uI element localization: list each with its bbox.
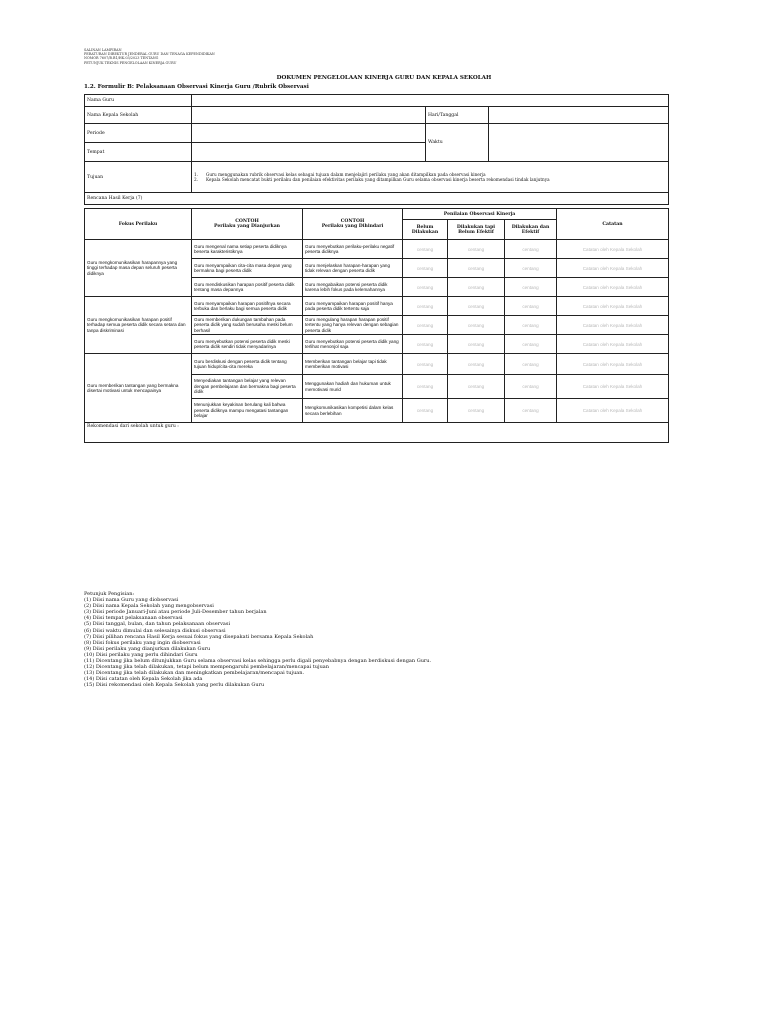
petunjuk-item: (5) Diisi tanggal, bulan, dan tahun pelaksanaan observasi xyxy=(84,621,231,628)
header-perilaku-dianjurkan: CONTOH Perilaku yang Dianjurkan xyxy=(192,209,303,240)
label-hari-tanggal: Hari/Tanggal xyxy=(426,107,489,124)
header-perilaku-dihindari: CONTOH Perilaku yang Dihindari xyxy=(303,209,403,240)
petunjuk-item: (14) Diisi catatan oleh Kepala Sekolah jika ada xyxy=(84,676,203,683)
checkbox-dilakukan-efektif[interactable]: centang xyxy=(505,354,557,375)
perilaku-dianjurkan-cell: Guru menyebutkan potensi peserta didik meski peserta didik sendiri tidak menyadarinya xyxy=(192,335,303,354)
form-title: 1.2. Formulir B: Pelaksanaan Observasi Kinerja Guru /Rubrik Observasi xyxy=(84,84,309,90)
checkbox-dilakukan-efektif[interactable]: centang xyxy=(505,399,557,423)
petunjuk-item: (10) Diisi perilaku yang perlu dihindari Guru xyxy=(84,651,198,658)
perilaku-dianjurkan-cell: Guru menyampaikan cita-cita masa depan yang bermakna bagi peserta didik xyxy=(192,259,303,278)
label-tempat: Tempat xyxy=(85,143,192,162)
petunjuk-item: (13) Dicentang jika telah dilakukan dan meningkatkan pembelajaran/mencapai tujuan. xyxy=(84,670,305,677)
petunjuk-item: (15) Diisi rekomendasi oleh Kepala Sekolah yang perlu dilakukan Guru xyxy=(84,682,265,689)
checkbox-belum-dilakukan[interactable]: centang xyxy=(403,278,448,297)
label-nama-kepala-sekolah: Nama Kepala Sekolah xyxy=(85,107,192,124)
perilaku-dihindari-cell: Guru mengabaikan potensi peserta didik karena lebih fokus pada kelemahannya xyxy=(303,278,403,297)
checkbox-dilakukan-belum-efektif[interactable]: centang xyxy=(448,316,505,335)
perilaku-dihindari-cell: Guru menyebutkan perilaku-perilaku negatif peserta didiknya xyxy=(303,240,403,259)
catatan-field[interactable]: Catatan oleh Kepala Sekolah xyxy=(557,375,669,399)
perilaku-dihindari-cell: Memberikan tantangan belajar tapi tidak memberikan motivasi xyxy=(303,354,403,375)
petunjuk-item: (11) Dicentang jika belum ditunjukkan Guru selama observasi kelas sehingga perlu digali penyebabnya dengan berdiskusi dengan Guru. xyxy=(84,658,432,665)
checkbox-dilakukan-efektif[interactable]: centang xyxy=(505,278,557,297)
catatan-field[interactable]: Catatan oleh Kepala Sekolah xyxy=(557,354,669,375)
tujuan-item: 1. Guru menggunakan rubrik observasi kelas sebagai tujuan dalam menjelajiri perilaku yang akan ditampilkan pada observasi kinerja xyxy=(194,172,486,177)
document-title: DOKUMEN PENGELOLAAN KINERJA GURU DAN KEPALA SEKOLAH xyxy=(276,75,492,81)
rubric-table xyxy=(84,208,669,443)
perilaku-dianjurkan-cell: Menunjukkan keyakinan berulang kali bahwa peserta didiknya mampu mengatasi tantangan belajar xyxy=(192,399,303,423)
perilaku-dihindari-cell: Guru menyampaikan harapan positif hanya pada peserta didik tertentu saja xyxy=(303,297,403,316)
field-periode[interactable] xyxy=(192,124,426,143)
rekomendasi-label: Rekomendasi dari sekolah untuk guru : xyxy=(87,424,179,429)
petunjuk-item: (6) Diisi waktu dimulai dan selesainya diskusi observasi xyxy=(84,627,226,634)
petunjuk-item: (9) Diisi perilaku yang dianjurkan dilakukan Guru xyxy=(84,645,211,652)
perilaku-dianjurkan-cell: Guru mendiskusikan harapan positif peserta didik tentang masa depannya xyxy=(192,278,303,297)
petunjuk-item: (4) Diisi tempat pelaksanaan observasi xyxy=(84,615,183,622)
checkbox-dilakukan-belum-efektif[interactable]: centang xyxy=(448,259,505,278)
checkbox-belum-dilakukan[interactable]: centang xyxy=(403,240,448,259)
checkbox-belum-dilakukan[interactable]: centang xyxy=(403,354,448,375)
info-table xyxy=(84,94,669,205)
label-tujuan: Tujuan xyxy=(85,162,192,193)
header-catatan: Catatan xyxy=(557,209,669,240)
petunjuk-title: Petunjuk Pengisian: xyxy=(84,591,135,597)
perilaku-dihindari-cell: Menggunakan hadiah dan hukuman untuk memotivasi murid xyxy=(303,375,403,399)
label-nama-guru: Nama Guru xyxy=(85,95,192,107)
field-waktu[interactable] xyxy=(489,124,669,162)
petunjuk-item: (12) Dicentang jika telah dilakukan, tetapi belum mempengaruhi pembelajaran/mencapai tujuan xyxy=(84,664,329,671)
catatan-field[interactable]: Catatan oleh Kepala Sekolah xyxy=(557,259,669,278)
checkbox-dilakukan-belum-efektif[interactable]: centang xyxy=(448,240,505,259)
table-row xyxy=(85,240,669,259)
label-rencana-hasil-kerja: Rencana Hasil Kerja (7) xyxy=(85,193,669,205)
checkbox-dilakukan-efektif[interactable]: centang xyxy=(505,297,557,316)
perilaku-dihindari-cell: Guru menyebutkan potensi peserta didik yang terlihat menonjol saja xyxy=(303,335,403,354)
rekomendasi-field[interactable] xyxy=(85,423,669,443)
header-line: PERATURAN DIREKTUR JENDERAL GURU DAN TENAGA KEPENDIDIKAN xyxy=(84,52,215,57)
checkbox-belum-dilakukan[interactable]: centang xyxy=(403,259,448,278)
checkbox-dilakukan-belum-efektif[interactable]: centang xyxy=(448,354,505,375)
header-dilakukan-efektif: Dilakukan dan Efektif xyxy=(505,220,557,240)
petunjuk-item: (1) Diisi nama Guru yang diobservasi xyxy=(84,597,179,604)
header-belum-dilakukan: Belum Dilakukan xyxy=(403,220,448,240)
checkbox-belum-dilakukan[interactable]: centang xyxy=(403,335,448,354)
petunjuk-item: (3) Diisi periode Januari-Juni atau periode Juli-Desember tahun berjalan xyxy=(84,609,267,616)
fokus-cell: Guru mengkomunikasikan harapan positif terhadap semua peserta didik secara setara dan tanpa diskriminasi xyxy=(85,297,192,354)
header-penilaian-observasi: Penilaian Observasi Kinerja xyxy=(403,209,557,220)
checkbox-dilakukan-efektif[interactable]: centang xyxy=(505,375,557,399)
field-tempat[interactable] xyxy=(192,143,426,162)
fokus-cell: Guru memberikan tantangan yang bermakna disertai motivasi untuk mencapainya xyxy=(85,354,192,423)
perilaku-dianjurkan-cell: Guru mengenal nama setiap peserta didiknya beserta karakteristiknya xyxy=(192,240,303,259)
header-line: NOMOR 7607/B.B1/HK.03/2023 TENTANG xyxy=(84,56,159,61)
label-waktu: Waktu xyxy=(426,124,489,162)
petunjuk-pengisian xyxy=(84,591,431,689)
checkbox-dilakukan-belum-efektif[interactable]: centang xyxy=(448,335,505,354)
catatan-field[interactable]: Catatan oleh Kepala Sekolah xyxy=(557,316,669,335)
checkbox-dilakukan-belum-efektif[interactable]: centang xyxy=(448,399,505,423)
checkbox-belum-dilakukan[interactable]: centang xyxy=(403,375,448,399)
tujuan-item: 2. Kepala Sekolah mencatat bukti perilaku dan penilaian efektivitas perilaku yang ditampilkan Guru selama observasi kinerja beserta rekomendasi tindak lanjutnya xyxy=(194,177,550,182)
checkbox-belum-dilakukan[interactable]: centang xyxy=(403,399,448,423)
petunjuk-item: (2) Diisi nama Kepala Sekolah yang mengobservasi xyxy=(84,603,214,610)
catatan-field[interactable]: Catatan oleh Kepala Sekolah xyxy=(557,240,669,259)
perilaku-dianjurkan-cell: Menyediakan tantangan belajar yang relevan dengan pembelajaran dan bermakna bagi peserta didik xyxy=(192,375,303,399)
catatan-field[interactable]: Catatan oleh Kepala Sekolah xyxy=(557,399,669,423)
checkbox-belum-dilakukan[interactable]: centang xyxy=(403,297,448,316)
table-row xyxy=(85,297,669,316)
checkbox-dilakukan-efektif[interactable]: centang xyxy=(505,259,557,278)
header-line: PETUNJUK TEKNIS PENGELOLAAN KINERJA GURU xyxy=(84,60,177,65)
checkbox-dilakukan-belum-efektif[interactable]: centang xyxy=(448,297,505,316)
fokus-cell: Guru mengkomunikasikan harapannya yang tinggi terhadap masa depan seluruh peserta didiknya xyxy=(85,240,192,297)
perilaku-dianjurkan-cell: Guru menyampaikan harapan positifnya secara terbuka dan berlaku bagi semua peserta didik xyxy=(192,297,303,316)
catatan-field[interactable]: Catatan oleh Kepala Sekolah xyxy=(557,278,669,297)
label-periode: Periode xyxy=(85,124,192,143)
petunjuk-item: (7) Diisi pilihan rencana Hasil Kerja sesuai fokus yang disepakati bersama Kepala Sekolah xyxy=(84,633,314,640)
field-hari-tanggal[interactable] xyxy=(489,107,669,124)
header-fokus-perilaku: Fokus Perilaku xyxy=(85,209,192,240)
field-nama-guru[interactable] xyxy=(192,95,669,107)
header-dilakukan-belum-efektif: Dilakukan tapi Belum Efektif xyxy=(448,220,505,240)
checkbox-dilakukan-belum-efektif[interactable]: centang xyxy=(448,278,505,297)
rekomendasi-row xyxy=(85,423,669,443)
catatan-field[interactable]: Catatan oleh Kepala Sekolah xyxy=(557,297,669,316)
checkbox-belum-dilakukan[interactable]: centang xyxy=(403,316,448,335)
checkbox-dilakukan-belum-efektif[interactable]: centang xyxy=(448,375,505,399)
perilaku-dianjurkan-cell: Guru berdiskusi dengan peserta didik tentang tujuan hidup/cita-cita mereka xyxy=(192,354,303,375)
catatan-field[interactable]: Catatan oleh Kepala Sekolah xyxy=(557,335,669,354)
petunjuk-item: (8) Diisi fokus perilaku yang ingin diobservasi xyxy=(84,639,201,646)
perilaku-dihindari-cell: Guru menjelaskan harapan-harapan yang tidak relevan dengan peserta didik xyxy=(303,259,403,278)
checkbox-dilakukan-efektif[interactable]: centang xyxy=(505,240,557,259)
perilaku-dihindari-cell: Mengkomunikasikan kompetisi dalam kelas secara berlebihan xyxy=(303,399,403,423)
field-nama-kepala-sekolah[interactable] xyxy=(192,107,426,124)
regulation-header xyxy=(84,48,215,65)
checkbox-dilakukan-efektif[interactable]: centang xyxy=(505,316,557,335)
header-line: SALINAN LAMPIRAN xyxy=(84,48,122,52)
tujuan-list xyxy=(194,172,666,182)
perilaku-dihindari-cell: Guru mengulang harapan harapan positif tertentu yang hanya relevan dengan sebagian peserta didik xyxy=(303,316,403,335)
perilaku-dianjurkan-cell: Guru memberikan dukungan tambahan pada peserta didik yang sudah berusaha meski belum berhasil xyxy=(192,316,303,335)
tujuan-content xyxy=(192,162,669,193)
checkbox-dilakukan-efektif[interactable]: centang xyxy=(505,335,557,354)
table-row xyxy=(85,354,669,375)
